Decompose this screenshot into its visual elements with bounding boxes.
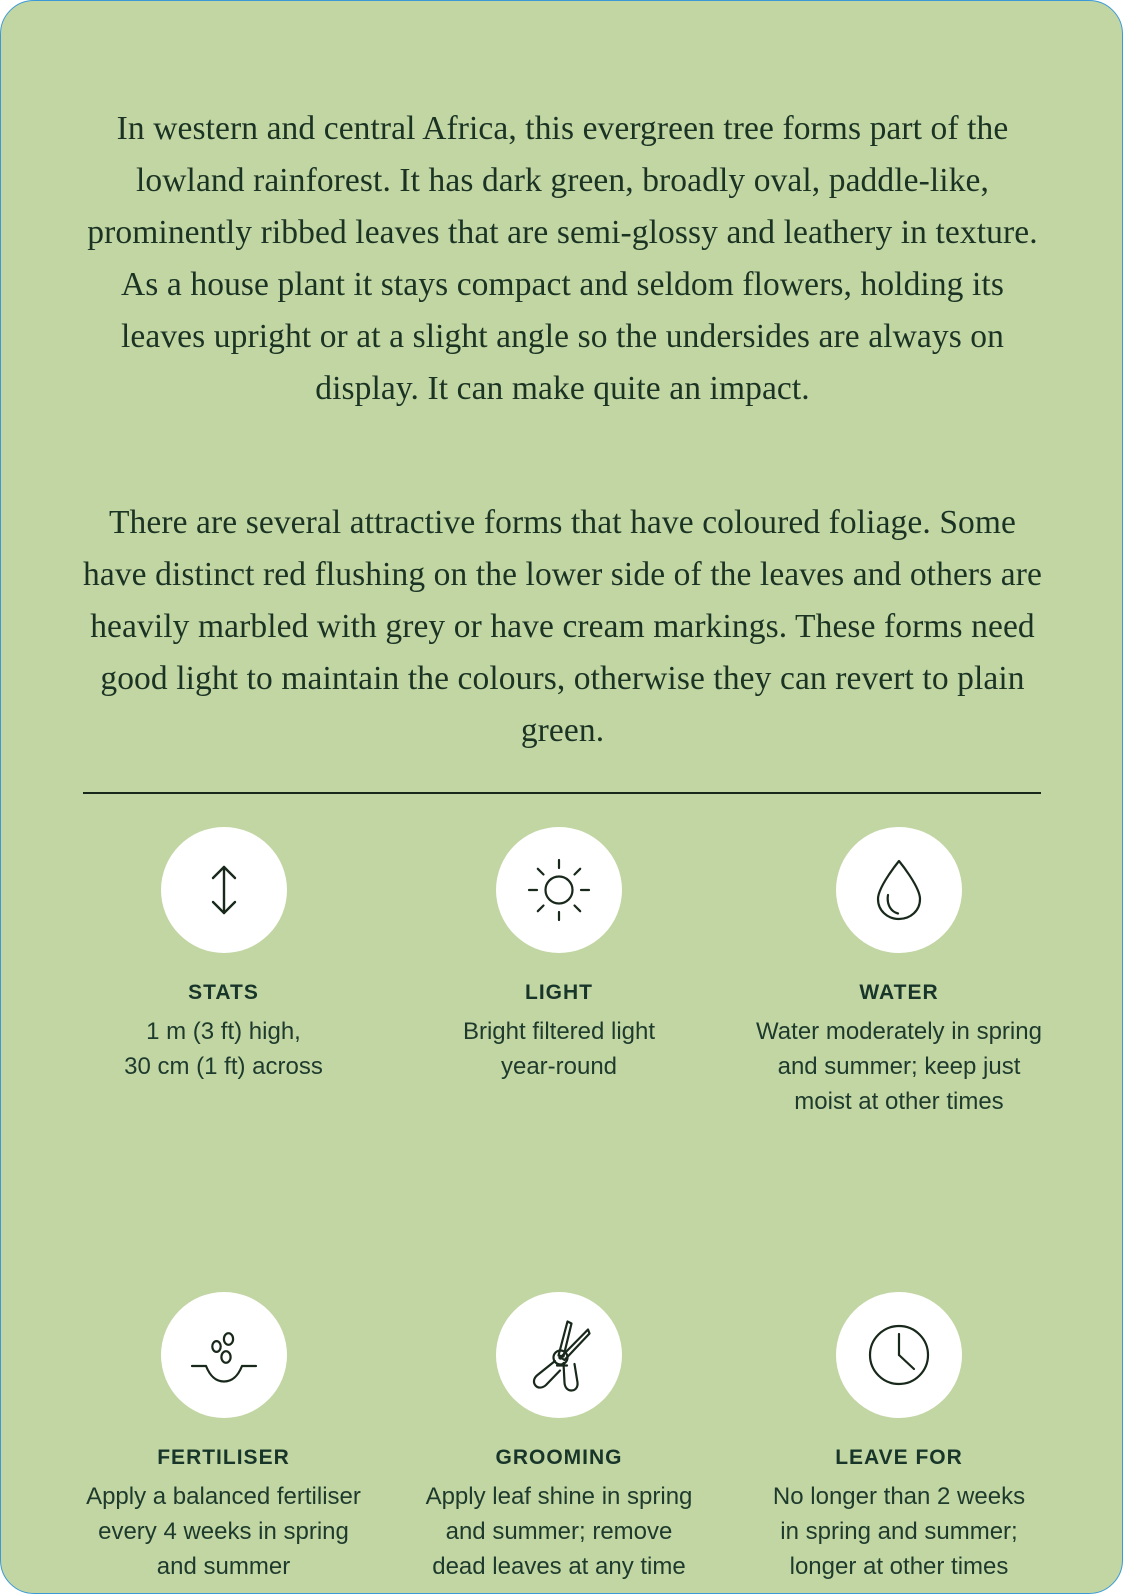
- stats-icon-badge: [161, 827, 287, 953]
- care-item-fertiliser: [53, 1292, 394, 1584]
- care-item-grooming: [394, 1292, 724, 1584]
- light-icon-badge: [496, 827, 622, 953]
- care-item-text: Apply leaf shine in spring and summer; remove dead leaves at any time: [425, 1483, 693, 1580]
- sun-icon: [524, 855, 594, 925]
- care-item-title: LIGHT: [525, 981, 593, 1004]
- pruning-shears-icon: [522, 1315, 596, 1395]
- care-item-stats: [53, 827, 394, 1084]
- care-item-light: [394, 827, 724, 1084]
- care-item-title: LEAVE FOR: [835, 1446, 963, 1469]
- water-icon-badge: [836, 827, 962, 953]
- care-item-title: STATS: [188, 981, 259, 1004]
- care-item-water: [724, 827, 1074, 1119]
- care-item-text: No longer than 2 weeks in spring and summer; longer at other times: [772, 1483, 1026, 1580]
- grooming-icon-badge: [496, 1292, 622, 1418]
- care-item-title: GROOMING: [495, 1446, 623, 1469]
- water-drop-icon: [868, 855, 930, 925]
- fertiliser-granules-icon: [187, 1325, 261, 1385]
- fertiliser-icon-badge: [161, 1292, 287, 1418]
- care-item-text: Apply a balanced fertiliser every 4 weeks in spring and summer: [86, 1483, 361, 1580]
- description-paragraph-2: There are several attractive forms that have coloured foliage. Some have distinct red flushing on the lower side of the leaves and others are heavily marbled with grey or have cream markings. These forms need good light to maintain the colours, otherwise they can revert to plain green.: [83, 503, 1042, 749]
- clock-icon: [865, 1321, 933, 1389]
- care-row: [1, 827, 1123, 1119]
- leave-for-icon-badge: [836, 1292, 962, 1418]
- care-info-grid: [1, 827, 1123, 1584]
- care-item-title: WATER: [859, 981, 939, 1004]
- care-item-leave-for: [724, 1292, 1074, 1584]
- description-paragraph-1: In western and central Africa, this evergreen tree forms part of the lowland rainforest. It has dark green, broadly oval, paddle-like, prominently ribbed leaves that are semi-glossy and leathery in texture. As a house plant it stays compact and seldom flowers, holding its leaves upright or at a slight angle so the undersides are always on display. It can make quite an impact.: [87, 109, 1038, 407]
- section-divider: [83, 792, 1041, 794]
- care-item-title: FERTILISER: [157, 1446, 290, 1469]
- care-item-text: 1 m (3 ft) high, 30 cm (1 ft) across: [124, 1018, 323, 1080]
- up-down-arrow-icon: [192, 858, 256, 922]
- care-item-text: Bright filtered light year-round: [462, 1018, 656, 1080]
- care-row: [1, 1292, 1123, 1584]
- care-item-text: Water moderately in spring and summer; keep just moist at other times: [756, 1018, 1042, 1115]
